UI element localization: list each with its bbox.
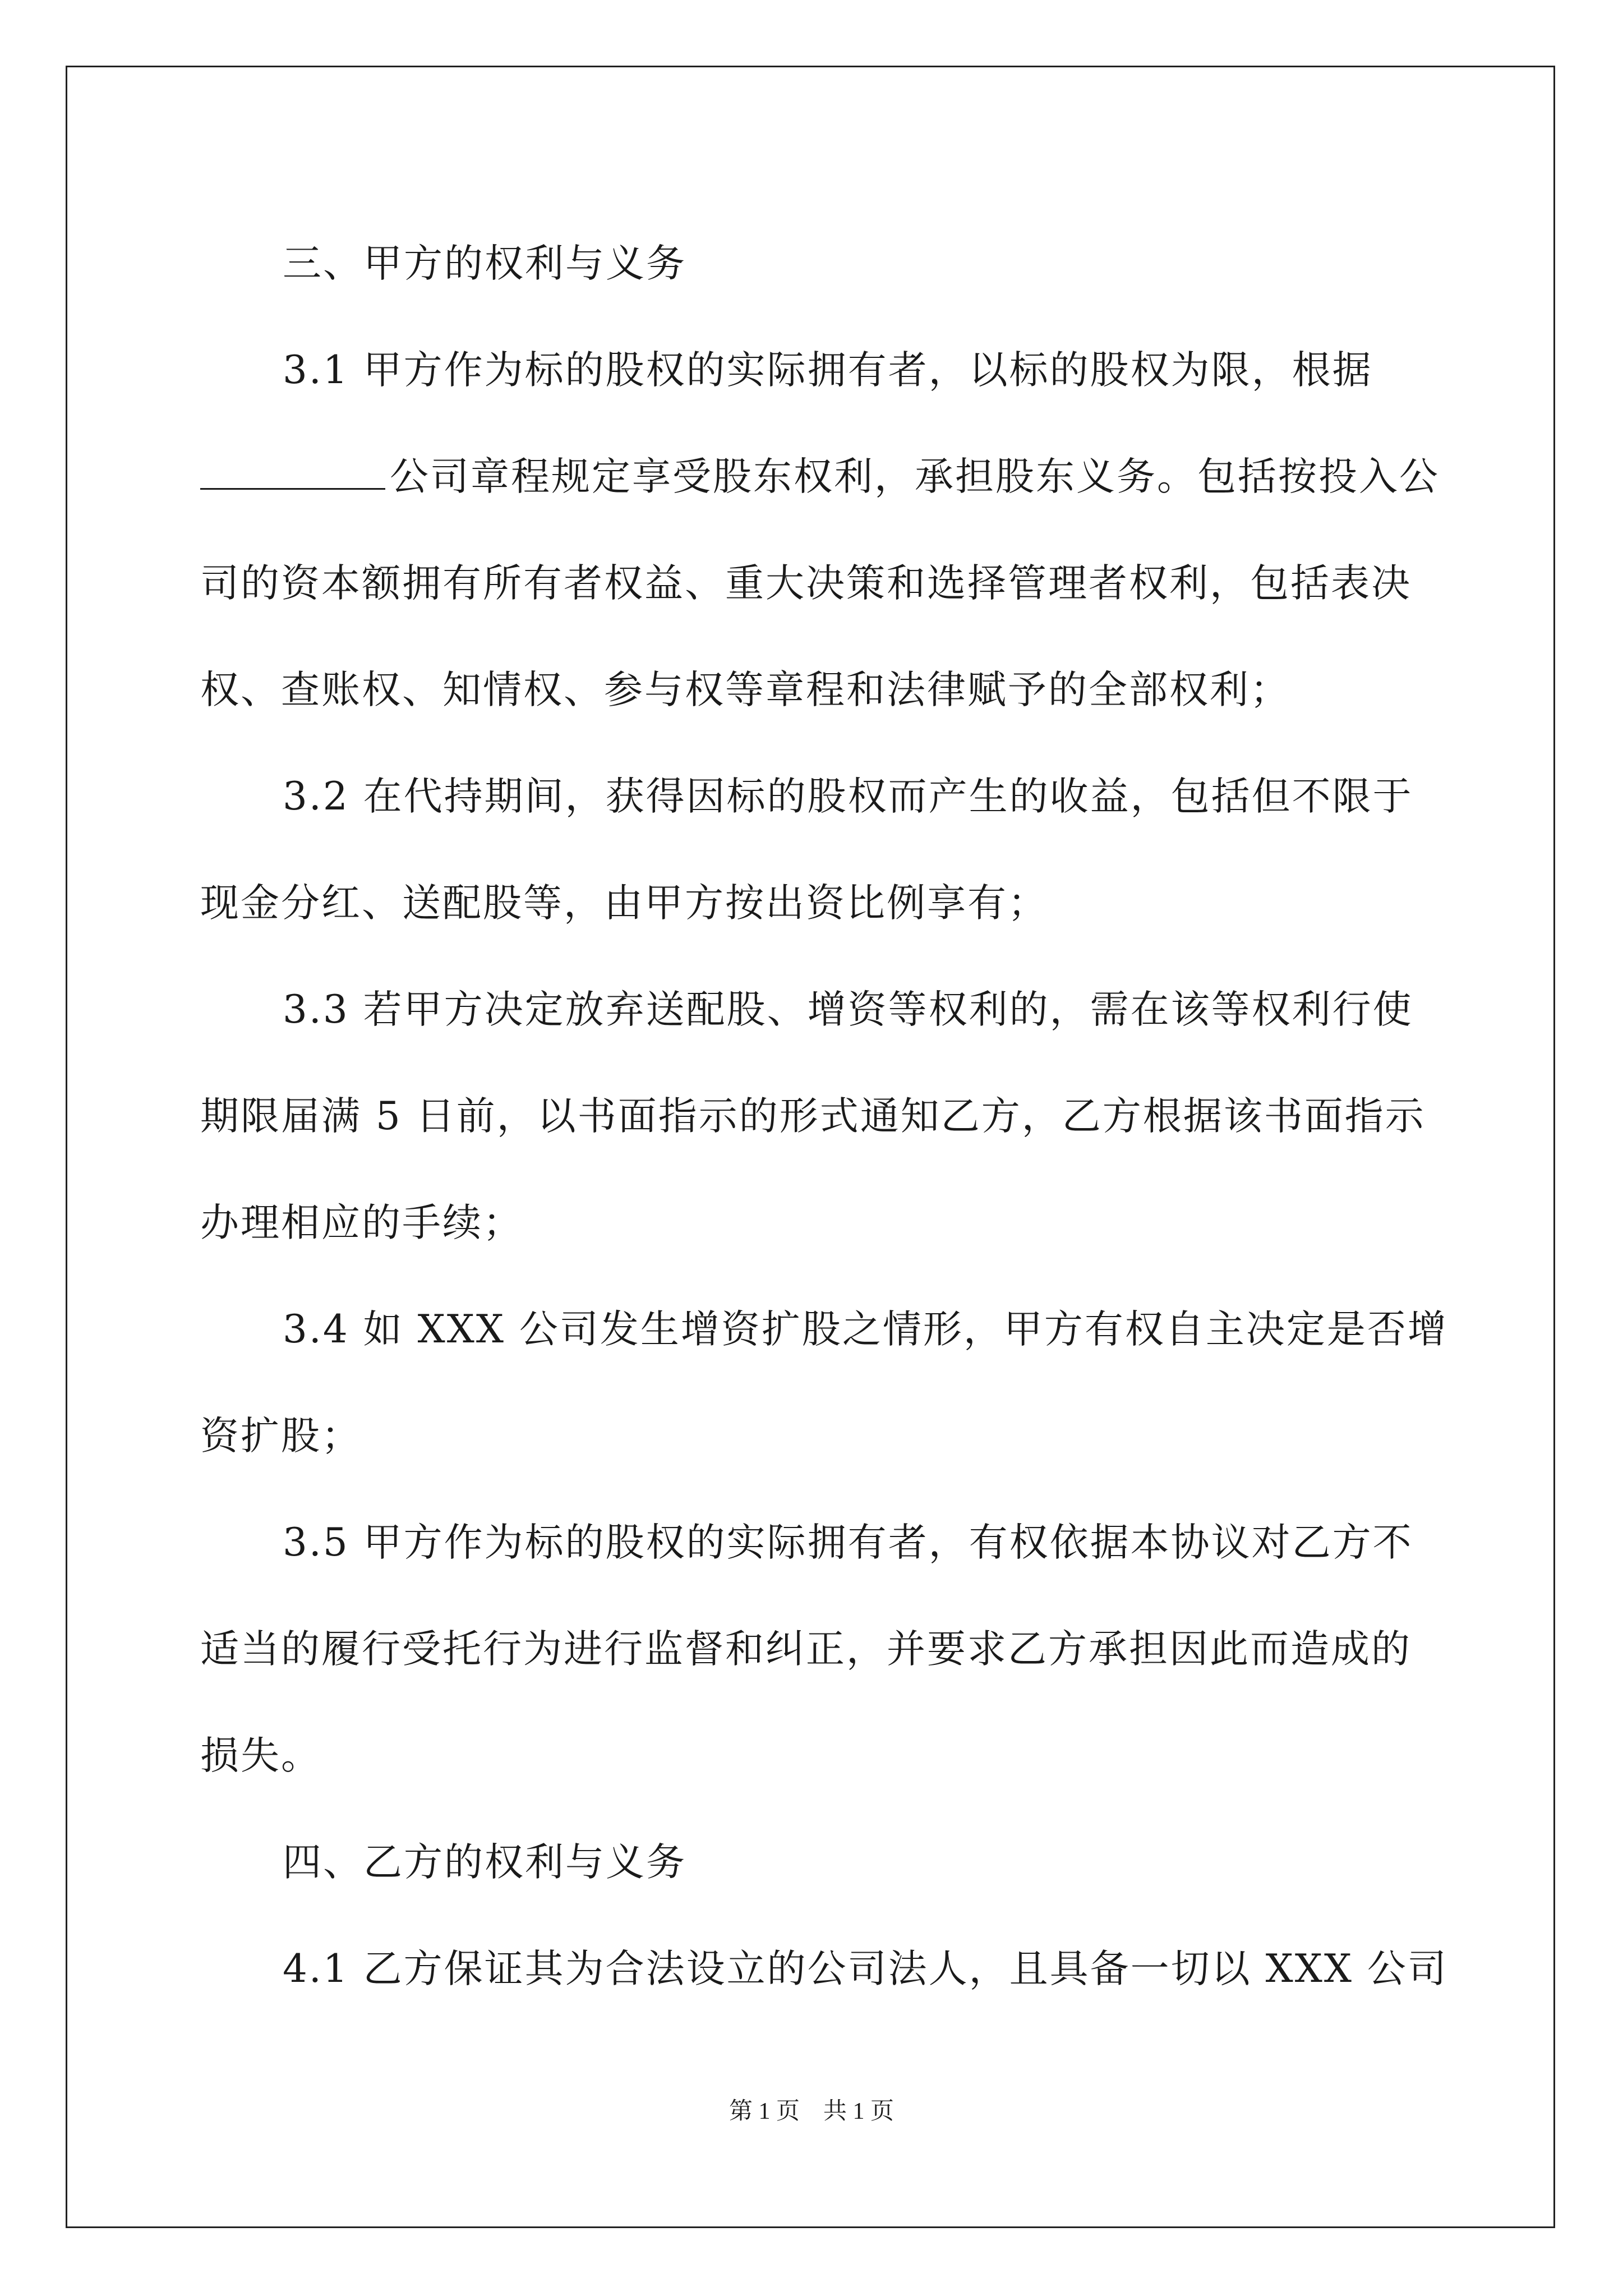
paragraph-line: 4.1 乙方保证其为合法设立的公司法人，且具备一切以 XXX 公司 — [283, 1947, 1448, 1991]
paragraph-line: 适当的履行受托行为进行监督和纠正，并要求乙方承担因此而造成的 — [200, 1627, 1412, 1672]
paragraph-line: 3.3 若甲方决定放弃送配股、增资等权利的，需在该等权利行使 — [283, 987, 1413, 1032]
paragraph-line: 办理相应的手续； — [200, 1200, 523, 1245]
section-heading: 四、乙方的权利与义务 — [283, 1840, 686, 1885]
paragraph-line: 现金分红、送配股等，由甲方按出资比例享有； — [200, 881, 1048, 926]
paragraph-line: 资扩股； — [200, 1414, 362, 1458]
paragraph-line: 3.4 如 XXX 公司发生增资扩股之情形，甲方有权自主决定是否增 — [283, 1307, 1448, 1352]
fill-in-blank — [200, 450, 385, 490]
page-number-footer: 第 1 页 共 1 页 — [728, 2099, 894, 2124]
paragraph-line: 权、查账权、知情权、参与权等章程和法律赋予的全部权利； — [200, 668, 1290, 712]
section-heading: 三、甲方的权利与义务 — [283, 241, 686, 286]
paragraph-line: 司的资本额拥有所有者权益、重大决策和选择管理者权利，包括表决 — [200, 561, 1412, 606]
paragraph-line: 损失。 — [200, 1733, 321, 1778]
paragraph-line: 3.2 在代持期间，获得因标的股权而产生的收益，包括但不限于 — [283, 774, 1413, 819]
paragraph-line: 3.1 甲方作为标的股权的实际拥有者，以标的股权为限，根据 — [283, 348, 1373, 393]
paragraph-line — [200, 424, 1440, 530]
paragraph-line-text: 公司章程规定享受股东权利，承担股东义务。包括按投入公 — [390, 454, 1440, 499]
document-body — [200, 210, 1448, 2022]
paragraph-line: 3.5 甲方作为标的股权的实际拥有者，有权依据本协议对乙方不 — [283, 1520, 1413, 1565]
paragraph-line: 期限届满 5 日前，以书面指示的形式通知乙方，乙方根据该书面指示 — [200, 1094, 1426, 1139]
